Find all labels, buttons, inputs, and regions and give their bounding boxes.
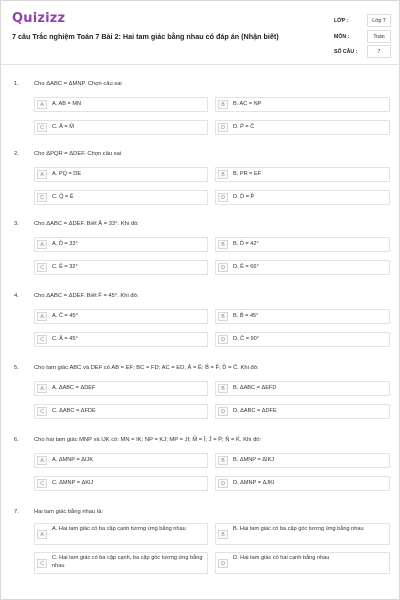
question-text: Cho ΔPQR = ΔDEF. Chọn câu sai (34, 151, 122, 157)
option-a[interactable] (34, 237, 208, 252)
option-c[interactable] (34, 404, 208, 419)
option-letter: A (37, 100, 47, 109)
option-c[interactable] (34, 260, 208, 275)
option-d[interactable] (215, 190, 390, 205)
option-text: B. ΔMNP = ΔIKJ (233, 457, 275, 463)
option-text: C. Q̂ = Ê (52, 194, 74, 200)
question-text: Cho ΔABC = ΔDEF. Biết Â = 33°. Khi đó: (34, 221, 139, 227)
option-letter: C (37, 559, 47, 568)
meta-value-count: 7 (367, 45, 391, 58)
option-b[interactable] (215, 97, 390, 112)
option-letter: C (37, 407, 47, 416)
option-a[interactable] (34, 523, 208, 545)
option-c[interactable] (34, 120, 208, 135)
question-number: 5. (14, 365, 19, 371)
option-text: B. B̂ = 45° (233, 313, 259, 319)
question-number: 1. (14, 81, 19, 87)
option-letter: B (218, 312, 228, 321)
option-text: D. P̂ = Ĉ (233, 124, 255, 130)
option-text: B. AC = NP (233, 101, 262, 107)
option-letter: D (218, 407, 228, 416)
option-letter: C (37, 193, 47, 202)
option-letter: D (218, 559, 228, 568)
question-text: Cho hai tam giác MNP và IJK có: MN = IK; NP = KJ; MP = JI; M̂ = Î; Ĵ = P̂; N̂ = K̂. Khi đó: (34, 437, 262, 443)
meta-value-grade: Lớp 7 (367, 14, 391, 27)
option-b[interactable] (215, 453, 390, 468)
option-letter: B (218, 384, 228, 393)
option-c[interactable] (34, 552, 208, 574)
option-b[interactable] (215, 167, 390, 182)
meta-label-grade: LỚP : (334, 18, 349, 24)
option-letter: D (218, 335, 228, 344)
option-text: B. Hai tam giác có ba cặp góc tương ứng bằng nhau (233, 526, 364, 532)
meta-value-subject: Toán (367, 30, 391, 43)
option-text: C. Ê = 32° (52, 264, 78, 270)
meta-label-subject: MÔN : (334, 33, 350, 40)
option-a[interactable] (34, 381, 208, 396)
option-letter: A (37, 240, 47, 249)
question-text: Cho ΔABC = ΔMNP. Chọn câu sai (34, 81, 122, 87)
question-number: 6. (14, 437, 19, 443)
meta-label-count: SỐ CÂU : (334, 49, 358, 55)
option-c[interactable] (34, 332, 208, 347)
option-a[interactable] (34, 309, 208, 324)
option-c[interactable] (34, 476, 208, 491)
option-letter: B (218, 100, 228, 109)
option-text: A. ΔMNP = ΔIJK (52, 457, 94, 463)
option-letter: C (37, 123, 47, 132)
option-b[interactable] (215, 381, 390, 396)
option-text: A. AB = MN (52, 101, 82, 107)
option-b[interactable] (215, 523, 390, 545)
option-text: B. D̂ = 42° (233, 241, 259, 247)
option-letter: A (37, 312, 47, 321)
quiz-meta (334, 14, 392, 61)
option-text: C. Â = M̂ (52, 124, 74, 130)
question-text: Hai tam giác bằng nhau là: (34, 509, 103, 515)
option-text: D. Hai tam giác có hai cạnh bằng nhau (233, 555, 330, 561)
quiz-header (1, 1, 400, 65)
question-number: 3. (14, 221, 19, 227)
option-d[interactable] (215, 260, 390, 275)
option-text: C. Hai tam giác có ba cặp cạnh, ba cặp góc tương ứng bằng nhau (52, 555, 203, 569)
meta-row-grade (334, 14, 392, 30)
question-number: 7. (14, 509, 19, 515)
option-b[interactable] (215, 237, 390, 252)
option-text: D. Ĉ = 90° (233, 336, 260, 342)
option-letter: B (218, 240, 228, 249)
option-letter: C (37, 335, 47, 344)
option-letter: C (37, 479, 47, 488)
option-letter: A (37, 456, 47, 465)
option-d[interactable] (215, 404, 390, 419)
option-letter: A (37, 384, 47, 393)
question-number: 4. (14, 293, 19, 299)
option-text: D. ΔMNP = ΔJKI (233, 480, 275, 486)
option-text: A. D̂ = 33° (52, 241, 78, 247)
option-d[interactable] (215, 120, 390, 135)
option-letter: C (37, 263, 47, 272)
option-text: A. Ĉ = 45° (52, 313, 78, 319)
option-text: D. D̂ = P̂ (233, 194, 255, 200)
option-text: D. Ê = 66° (233, 264, 259, 270)
option-d[interactable] (215, 476, 390, 491)
option-text: B. ΔABC = ΔEFD (233, 385, 277, 391)
option-letter: D (218, 193, 228, 202)
option-letter: B (218, 530, 228, 539)
option-text: A. ΔABC = ΔDEF (52, 385, 96, 391)
option-letter: B (218, 170, 228, 179)
option-letter: D (218, 263, 228, 272)
option-d[interactable] (215, 332, 390, 347)
question-number: 2. (14, 151, 19, 157)
question-text: Cho ΔABC = ΔDEF. Biết F̂ = 45°. Khi đó: (34, 293, 139, 299)
option-text: A. Hai tam giác có ba cặp cạnh tương ứng bằng nhau (52, 526, 186, 532)
option-text: D. ΔABC = ΔDFE (233, 408, 277, 414)
option-letter: B (218, 456, 228, 465)
option-text: A. PQ = DE (52, 171, 82, 177)
option-c[interactable] (34, 190, 208, 205)
option-letter: A (37, 170, 47, 179)
option-a[interactable] (34, 97, 208, 112)
option-text: C. Â = 45° (52, 336, 78, 342)
option-letter: D (218, 123, 228, 132)
option-letter: D (218, 479, 228, 488)
quizizz-logo[interactable]: Quizizz (12, 11, 66, 26)
option-d[interactable] (215, 552, 390, 574)
option-text: C. ΔMNP = ΔKIJ (52, 480, 94, 486)
question-text: Cho tam giác ABC và DEF có AB = EF; BC = FD; AC = ED; Â = Ê; B̂ = F̂; D̂ = Ĉ. Khi đó: (34, 365, 259, 371)
option-text: C. ΔABC = ΔFDE (52, 408, 96, 414)
option-a[interactable] (34, 167, 208, 182)
meta-row-count (334, 45, 392, 61)
option-a[interactable] (34, 453, 208, 468)
option-letter: A (37, 530, 47, 539)
option-b[interactable] (215, 309, 390, 324)
quiz-title: 7 câu Trắc nghiệm Toán 7 Bài 2: Hai tam giác bằng nhau có đáp án (Nhận biết) (12, 32, 279, 41)
meta-row-subject (334, 30, 392, 46)
option-text: B. PR = EF (233, 171, 262, 177)
